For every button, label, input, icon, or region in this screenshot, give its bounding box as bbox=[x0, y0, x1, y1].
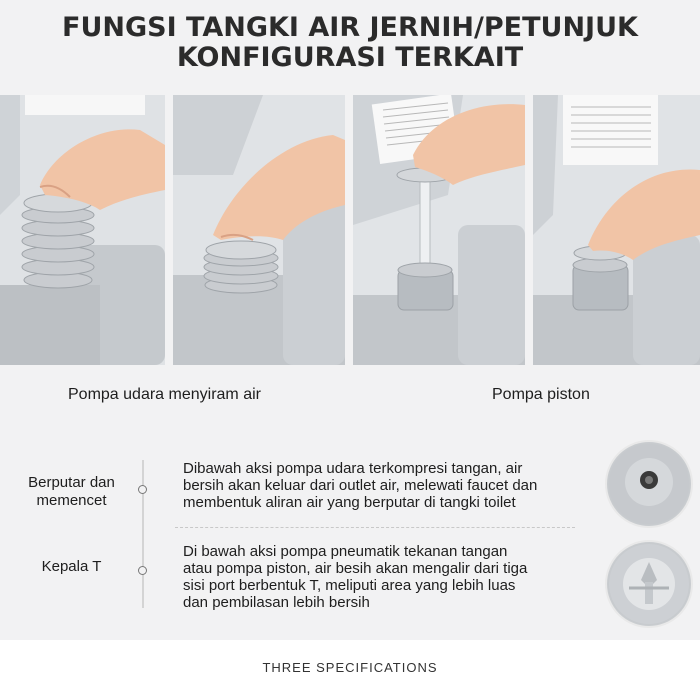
photo-air-pump-compressed bbox=[173, 95, 345, 365]
page-title-line-1: FUNGSI TANGKI AIR JERNIH/PETUNJUK bbox=[62, 12, 638, 43]
spec-divider bbox=[175, 527, 575, 528]
photo-air-pump-pressing bbox=[0, 95, 165, 365]
caption-air-pump: Pompa udara menyiram air bbox=[68, 386, 261, 403]
thumbnail-rotate-outlet bbox=[605, 440, 693, 528]
footer-label: THREE SPECIFICATIONS bbox=[262, 660, 438, 675]
photo-piston-pump-pressed bbox=[533, 95, 700, 365]
photo-piston-pump-extended bbox=[353, 95, 525, 365]
page-title-line-2: KONFIGURASI TERKAIT bbox=[176, 42, 524, 73]
spec-timeline-line bbox=[142, 460, 144, 608]
caption-piston-pump: Pompa piston bbox=[492, 386, 590, 403]
spec-dot-2 bbox=[138, 566, 147, 575]
spec-dot-1 bbox=[138, 485, 147, 494]
spec-description-rotate-press: Dibawah aksi pompa udara terkompresi tangan, air bersih akan keluar dari outlet air, melewati faucet dan membentuk aliran air yang berputar di tangki toilet bbox=[183, 460, 538, 511]
spec-label-rotate-press: Berputar dan memencet bbox=[28, 474, 115, 509]
thumbnail-t-head-outlet bbox=[605, 540, 693, 628]
spec-description-t-head: Di bawah aksi pompa pneumatik tekanan tangan atau pompa piston, air besih akan mengalir dari tiga sisi port berbentuk T, meliputi area yang lebih luas dan pembilasan lebih bersih bbox=[183, 543, 528, 611]
spec-label-t-head: Kepala T bbox=[41, 558, 102, 575]
